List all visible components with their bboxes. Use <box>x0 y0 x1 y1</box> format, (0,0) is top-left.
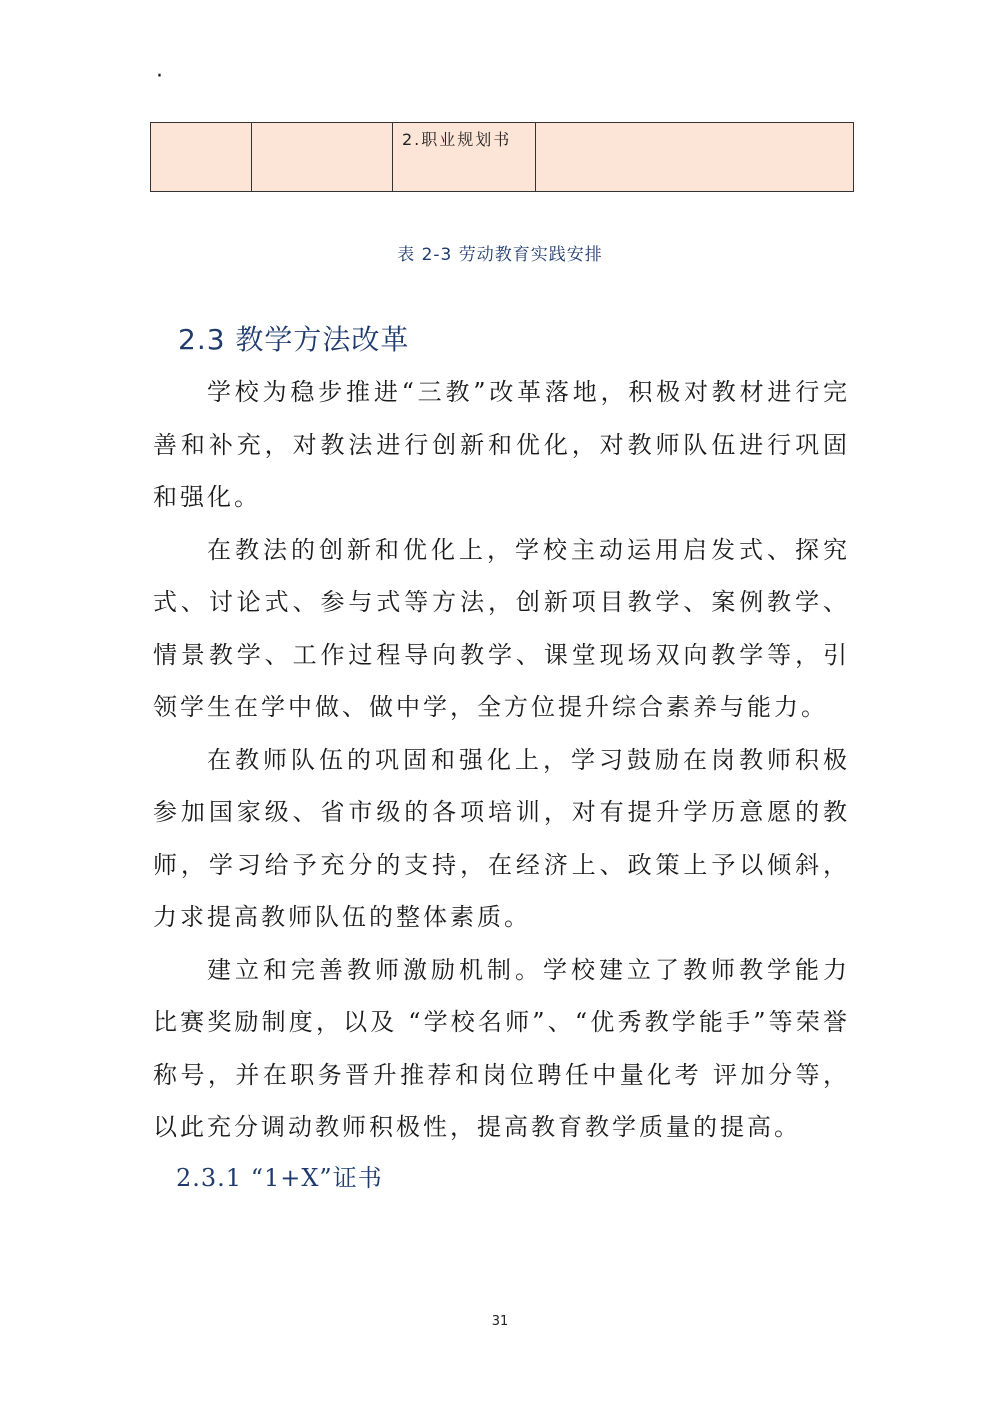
subsection-heading: 2.3.1 “1+X”证书 <box>176 1164 383 1192</box>
table-cell-text <box>151 123 251 127</box>
page-number: 31 <box>491 1314 509 1329</box>
paragraph: 学校为稳步推进“三教”改革落地，积极对教材进行完善和补充，对教法进行创新和优化，对教师队伍进行巩固和强化。 <box>153 378 850 511</box>
table-cell <box>252 123 393 192</box>
paragraph: 在教法的创新和优化上，学校主动运用启发式、探究式、讨论式、参与式等方法，创新项目教学、案例教学、情景教学、工作过程导向教学、课堂现场双向教学等，引领学生在学中做、做中学，全方位提升综合素养与能力。 <box>153 535 850 721</box>
paragraph: 在教师队伍的巩固和强化上，学习鼓励在岗教师积极参加国家级、省市级的各项培训，对有提升学历意愿的教师，学习给予充分的支持，在经济上、政策上予以倾斜，力求提高教师队伍的整体素质。 <box>153 745 850 931</box>
table-cell-text <box>536 123 853 127</box>
top-mark: · <box>156 64 163 89</box>
table-row <box>151 123 854 192</box>
table-cell <box>151 123 252 192</box>
table-cell <box>536 123 854 192</box>
table-cell-text <box>252 123 392 127</box>
table-caption: 表 2-3 劳动教育实践安排 <box>397 245 603 265</box>
table-cell <box>393 123 536 192</box>
table-fragment <box>150 122 854 192</box>
section-body <box>153 366 850 1154</box>
paragraph: 建立和完善教师激励机制。学校建立了教师教学能力比赛奖励制度，以及 “学校名师”、“优秀教学能手”等荣誉称号，并在职务晋升推荐和岗位聘任中量化考 评加分等，以此充分调动教师积极性，提高教育教学质量的提高。 <box>153 955 850 1141</box>
section-heading: 2.3 教学方法改革 <box>178 323 410 356</box>
table-cell-text: 2.职业规划书 <box>402 130 512 149</box>
